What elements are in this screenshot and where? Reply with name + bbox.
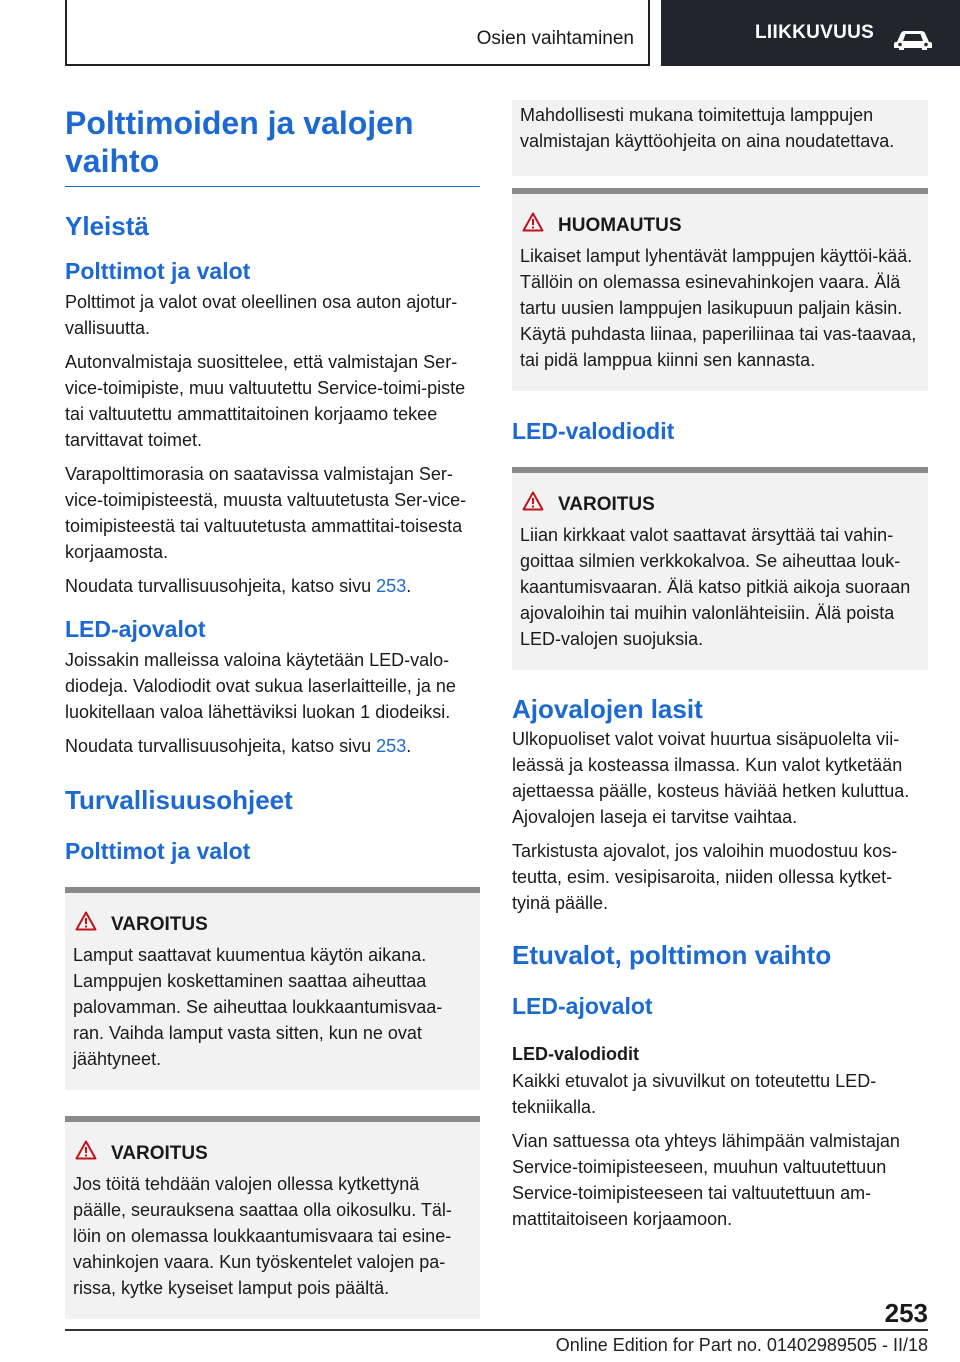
right-column	[512, 100, 928, 1232]
bulbs-paragraph-1: Polttimot ja valot ovat oleellinen osa auton ajotur-vallisuutta.	[65, 292, 458, 338]
chapter-tab[interactable]	[661, 0, 960, 66]
lens-paragraph-1: Ulkopuoliset valot voivat huurtua sisäpuolelta vii-leässä ja kosteassa ilmassa. Kun valot kytketään ajettaessa päälle, kosteus häviää hetken kuluttua. Ajovalojen laseja ei tarvitse vaihtaa.	[512, 729, 910, 827]
warning-box-3	[512, 467, 928, 670]
heading-front-led: LED-ajovalot	[512, 993, 653, 1019]
warning-text: Jos töitä tehdään valojen ollessa kytkettynä päälle, seurauksena saattaa olla oikosulku. Täl-löin on olemassa loukkaantumisvaara tai esine-vahinkojen vaara. Kun työskentelet valojen pa-rissa, kytke kyseiset lamput pois päältä.	[73, 1174, 452, 1298]
bulbs-paragraph-2: Autonvalmistaja suosittelee, että valmistajan Ser-vice-toimipiste, muu valtuutettu Service-toimi-piste tai valtuutettu ammattitaitoinen korjaamo tekee tarvittavat toimet.	[65, 352, 466, 450]
page-number: 253	[884, 1298, 928, 1328]
led-paragraph-1: Joissakin malleissa valoina käytetään LED-valo-diodeja. Valodiodit ovat sukua laserlaitteille, ja ne luokitellaan valoa lähettäviksi luokan 1 diodeiksi.	[65, 650, 456, 722]
warning-triangle-icon	[75, 911, 97, 938]
heading-front-diodes: LED-valodiodit	[512, 1044, 639, 1064]
page-link[interactable]: 253	[376, 576, 407, 596]
warning-triangle-icon	[75, 1140, 97, 1167]
edition-note: Online Edition for Part no. 01402989505 - II/18	[555, 1335, 928, 1355]
footer-divider	[65, 1329, 928, 1331]
heading-bulbs: Polttimot ja valot	[65, 258, 251, 284]
warning-title: VAROITUS	[520, 491, 920, 518]
led-paragraph-2: Noudata turvallisuusohjeita, katso sivu 253.	[65, 736, 412, 756]
warning-title: VAROITUS	[73, 1140, 472, 1167]
heading-led-diodes: LED-valodiodit	[512, 418, 675, 444]
heading-headlight-lenses: Ajovalojen lasit	[512, 694, 703, 724]
continued-text: Mahdollisesti mukana toimitettuja lamppujen valmistajan käyttöohjeita on aina noudatettava.	[520, 105, 895, 151]
warning-title: VAROITUS	[73, 911, 472, 938]
left-column	[65, 100, 480, 1319]
car-icon	[893, 28, 933, 58]
chapter-title: LIIKKUVUUS	[755, 22, 875, 43]
warning-triangle-icon	[522, 491, 544, 518]
lens-paragraph-2: Tarkistusta ajovalot, jos valoihin muodostuu kos-teutta, esim. vesipisaroita, niiden ollessa kytket-tyinä päälle.	[512, 841, 898, 913]
warning-box-1	[65, 887, 480, 1090]
heading-safety-bulbs: Polttimot ja valot	[65, 838, 251, 864]
bulbs-paragraph-4: Noudata turvallisuusohjeita, katso sivu 253.	[65, 576, 412, 596]
page-title: Polttimoiden ja valojen vaihto	[65, 100, 480, 187]
front-paragraph-1: Kaikki etuvalot ja sivuvilkut on toteutettu LED-tekniikalla.	[512, 1071, 877, 1117]
notice-title: HUOMAUTUS	[520, 212, 920, 239]
heading-safety: Turvallisuusohjeet	[65, 785, 293, 815]
header-section-frame	[65, 0, 650, 66]
page-link[interactable]: 253	[376, 736, 407, 756]
continued-notice-box	[512, 100, 928, 176]
warning-text: Lamput saattavat kuumentua käytön aikana. Lamppujen koskettaminen saattaa aiheuttaa palovamman. Se aiheuttaa loukkaantumisvaa-ran. Vaihda lamput vasta sitten, kun ne ovat jäähtyneet.	[73, 945, 443, 1069]
front-paragraph-2: Vian sattuessa ota yhteys lähimpään valmistajan Service-toimipisteeseen, muuhun valtuutettuun Service-toimipisteeseen tai valtuutettuun am-mattitaitoiseen korjaamoon.	[512, 1131, 900, 1229]
notice-box	[512, 188, 928, 391]
heading-front-lights: Etuvalot, polttimon vaihto	[512, 940, 832, 970]
warning-triangle-icon	[522, 212, 544, 239]
section-title: Osien vaihtaminen	[476, 28, 634, 49]
warning-box-2	[65, 1116, 480, 1319]
heading-general: Yleistä	[65, 211, 149, 241]
heading-led-headlights: LED-ajovalot	[65, 616, 206, 642]
notice-text: Likaiset lamput lyhentävät lamppujen käyttöi-kää. Tällöin on olemassa esinevahinkojen vaara. Älä tartu uusien lamppujen lasikupuun paljain käsin. Käytä puhdasta liinaa, paperiliinaa tai vas-taavaa, tai pidä lamppua kiinni sen kannasta.	[520, 246, 917, 370]
bulbs-paragraph-3: Varapolttimorasia on saatavissa valmistajan Ser-vice-toimipisteestä, muusta valtuutetusta Ser-vice-toimipisteestä tai valtuutetusta ammattitai-toisesta korjaamosta.	[65, 464, 467, 562]
warning-text: Liian kirkkaat valot saattavat ärsyttää tai vahin-goittaa silmien verkkokalvoa. Se aiheuttaa louk-kaantumisvaaran. Älä katso pitkiä aikoja suoraan ajovaloihin tai muihin valonlähteisiin. Älä poista LED-valojen suojuksia.	[520, 525, 911, 649]
